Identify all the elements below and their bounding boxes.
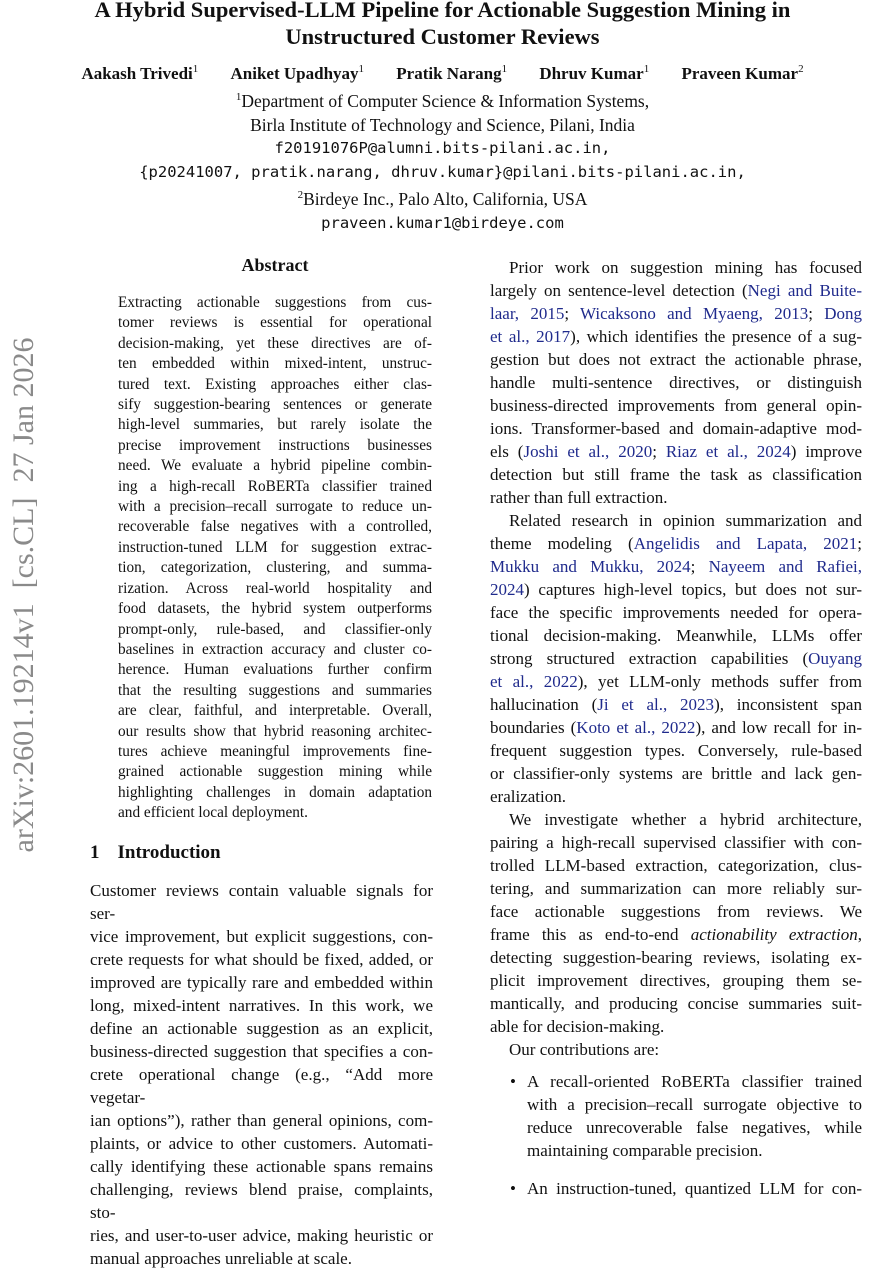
text-line xyxy=(90,1063,433,1109)
author-list xyxy=(0,63,885,84)
citation-link[interactable]: 2024 xyxy=(490,580,524,599)
text-line xyxy=(490,923,862,946)
abstract-body xyxy=(118,293,432,824)
affiliation-dept: Department of Computer Science & Information Systems, xyxy=(241,91,650,111)
text-segment: hallucination ( xyxy=(490,695,598,714)
text-segment: decision-making, yet these directives are of- xyxy=(118,334,432,352)
text-segment: frame this as end-to-end xyxy=(490,925,691,944)
text-segment: highlighting challenges in domain adaptation xyxy=(118,783,432,801)
text-segment: tional decision-making. Meanwhile, LLMs offer xyxy=(490,626,862,645)
text-segment: ing a high-recall RoBERTa classifier trained xyxy=(118,477,432,495)
citation-link[interactable]: Riaz et al., 2024 xyxy=(665,442,791,461)
author-name: Aniket Upadhyay xyxy=(230,64,359,83)
text-line xyxy=(90,1224,433,1247)
text-segment: ; xyxy=(808,304,825,323)
text-segment: challenging, reviews blend praise, complaints, sto- xyxy=(90,1180,433,1222)
text-segment: ) captures high-level topics, but does not sur- xyxy=(524,580,862,599)
text-segment: ions. Transformer-based and domain-adaptive mod- xyxy=(490,419,862,438)
text-line xyxy=(490,325,862,348)
email-line: f20191076P@alumni.bits-pilani.ac.in, xyxy=(274,139,611,157)
text-segment: herence. Human evaluations further confirm xyxy=(118,661,432,679)
text-segment: els ( xyxy=(490,442,524,461)
text-segment: recoverable false negatives with a controlled, xyxy=(118,518,432,536)
citation-link[interactable]: Koto et al., 2022 xyxy=(576,718,696,737)
text-segment: tured text. Existing approaches either clas- xyxy=(118,375,432,393)
text-segment: ) improve xyxy=(790,442,862,461)
text-line xyxy=(490,371,862,394)
author-name: Pratik Narang xyxy=(396,64,502,83)
text-segment: strong structured extraction capabilities ( xyxy=(490,649,809,668)
text-segment: eralization. xyxy=(490,787,566,806)
text-line xyxy=(118,701,432,721)
text-line xyxy=(527,1139,862,1162)
bullet-icon: • xyxy=(510,1072,516,1091)
text-segment: ries, and user-to-user advice, making heuristic or xyxy=(90,1226,433,1245)
text-segment: frequent suggestion types. Conversely, rule-based xyxy=(490,741,862,760)
affiliations xyxy=(0,86,885,235)
text-segment: ), yet LLM-only methods suffer from xyxy=(577,672,862,691)
text-line xyxy=(90,1109,433,1132)
text-line xyxy=(90,1017,433,1040)
text-segment: trolled LLM-based extraction, categorization, clus- xyxy=(490,856,862,875)
text-line xyxy=(90,925,433,948)
author-name: Aakash Trivedi xyxy=(81,64,193,83)
text-line xyxy=(118,456,432,476)
text-line xyxy=(490,394,862,417)
text-line xyxy=(527,1093,862,1116)
affiliation-company: Birdeye Inc., Palo Alto, California, USA xyxy=(303,189,588,209)
text-segment: , xyxy=(857,925,862,944)
text-segment: maintaining comparable precision. xyxy=(527,1141,763,1160)
author xyxy=(539,64,649,83)
text-line xyxy=(90,1040,433,1063)
text-line xyxy=(490,486,862,509)
text-segment: business-directed improvements from general opin- xyxy=(490,396,862,415)
text-segment: ), and low recall for in- xyxy=(695,718,862,737)
text-segment: A recall-oriented RoBERTa classifier trained xyxy=(527,1072,862,1091)
text-segment: reduce unrecoverable false negatives, while xyxy=(527,1118,862,1137)
text-segment: An instruction-tuned, quantized LLM for con- xyxy=(527,1179,862,1198)
text-segment: face the specific improvements needed for opera- xyxy=(490,603,862,622)
text-line xyxy=(118,803,432,823)
text-line xyxy=(490,348,862,371)
text-line xyxy=(490,992,862,1015)
text-line xyxy=(118,762,432,782)
text-segment: Our contributions are: xyxy=(509,1040,660,1059)
text-segment: define an actionable suggestion as an explicit, xyxy=(90,1019,433,1038)
affiliation-1-institution: Birla Institute of Technology and Science, Pilani, India xyxy=(250,114,635,135)
text-line xyxy=(490,440,862,463)
text-line xyxy=(118,497,432,517)
citation-link[interactable]: Ouyang xyxy=(808,649,862,668)
affiliation-mark: 1 xyxy=(643,63,650,75)
affiliation-mark: 2 xyxy=(798,63,804,75)
section-heading-introduction xyxy=(90,842,221,864)
paragraph xyxy=(490,509,862,808)
text-line xyxy=(490,624,862,647)
text-segment: detection but still frame the task as classification xyxy=(490,465,862,484)
text-segment: handle multi-sentence directives, or distinguish xyxy=(490,373,862,392)
email-line: praveen.kumar1@birdeye.com xyxy=(321,213,564,232)
paragraph xyxy=(90,879,433,1270)
text-line xyxy=(118,599,432,619)
text-line xyxy=(490,417,862,440)
author xyxy=(231,64,365,83)
citation-link[interactable]: Dong xyxy=(824,304,862,323)
paragraph xyxy=(490,256,862,509)
text-segment: tion, categorization, clustering, and summa- xyxy=(118,559,432,577)
abstract-heading: Abstract xyxy=(241,255,309,275)
text-line xyxy=(490,716,862,739)
text-line xyxy=(118,620,432,640)
text-segment: Prior work on suggestion mining has focused xyxy=(509,258,862,277)
text-segment: tures achieve meaningful improvements fine- xyxy=(118,742,432,760)
affiliation-2 xyxy=(0,184,885,212)
email-line: {p20241007, pratik.narang, dhruv.kumar}@pilani.bits-pilani.ac.in, xyxy=(139,162,746,181)
text-segment: with a precision–recall surrogate to reduce un- xyxy=(118,498,432,516)
text-line xyxy=(490,532,862,555)
text-line xyxy=(118,783,432,803)
text-line xyxy=(527,1070,862,1093)
text-line xyxy=(118,395,432,415)
citation-link[interactable]: Nayeem and Rafiei, xyxy=(708,557,862,576)
author-name: Dhruv Kumar xyxy=(539,64,644,83)
text-line xyxy=(490,463,862,486)
citation-link[interactable]: Ji et al., 2023 xyxy=(597,695,715,714)
text-line xyxy=(490,670,862,693)
text-line xyxy=(490,555,862,578)
text-segment: that the resulting suggestions and summaries xyxy=(118,681,432,699)
text-line xyxy=(118,375,432,395)
text-line xyxy=(90,1155,433,1178)
contribution-list xyxy=(490,1070,862,1200)
text-segment: detecting suggestion-bearing reviews, isolating ex- xyxy=(490,948,862,967)
text-line xyxy=(118,660,432,680)
text-segment: long, mixed-intent narratives. In this work, we xyxy=(90,996,433,1015)
text-segment: high-level summaries, but rarely isolate the xyxy=(118,416,432,434)
text-segment: crete requests for what should be fixed, added, or xyxy=(90,950,433,969)
introduction-body xyxy=(90,879,433,1270)
text-segment: precise improvement instructions businesses xyxy=(118,436,432,454)
author xyxy=(396,64,507,83)
text-line xyxy=(490,946,862,969)
text-line xyxy=(490,831,862,854)
text-segment: ian options”), rather than general opinions, com- xyxy=(90,1111,433,1130)
text-line xyxy=(490,762,862,785)
citation-link[interactable]: Negi and Buite- xyxy=(747,281,862,300)
text-segment: ; xyxy=(857,534,862,553)
text-line xyxy=(118,334,432,354)
citation-link[interactable]: et al., 2017 xyxy=(490,327,571,346)
text-line xyxy=(90,1132,433,1155)
text-segment: boundaries ( xyxy=(490,718,577,737)
text-line xyxy=(527,1177,862,1200)
text-segment: sify suggestion-bearing sentences or generate xyxy=(118,396,432,414)
text-segment: need. We evaluate a hybrid pipeline combin- xyxy=(118,457,432,475)
citation-link[interactable]: et al., 2022 xyxy=(490,672,578,691)
author xyxy=(681,64,803,83)
paper-title xyxy=(0,0,885,50)
text-line xyxy=(90,971,433,994)
author xyxy=(81,64,198,83)
section-number: 1 xyxy=(90,842,100,863)
text-line xyxy=(490,578,862,601)
text-segment: crete operational change (e.g., “Add more vegetar- xyxy=(90,1065,433,1107)
text-line xyxy=(490,279,862,302)
text-line xyxy=(490,808,862,831)
text-line xyxy=(490,647,862,670)
text-line xyxy=(490,601,862,624)
text-segment: instruction-tuned LLM for suggestion extrac- xyxy=(118,538,432,556)
affiliation-mark: 1 xyxy=(501,63,508,75)
affiliation-mark: 2 xyxy=(297,189,304,201)
text-line xyxy=(118,415,432,435)
text-segment: plaints, or advice to other customers. Automati- xyxy=(90,1134,433,1153)
text-line xyxy=(118,517,432,537)
text-segment: vice improvement, but explicit suggestions, con- xyxy=(90,927,433,946)
text-segment: pairing a high-recall supervised classifier with con- xyxy=(490,833,862,852)
text-line xyxy=(490,854,862,877)
text-line xyxy=(118,293,432,313)
text-segment: with a precision–recall surrogate objective to xyxy=(527,1095,862,1114)
citation-link[interactable]: Angelidis and Lapata, 2021 xyxy=(633,534,858,553)
contribution-item xyxy=(490,1070,862,1162)
text-segment: Customer reviews contain valuable signals for ser- xyxy=(90,881,433,923)
text-segment: and efficient local deployment. xyxy=(118,804,309,822)
text-line xyxy=(490,256,862,279)
bullet-icon: • xyxy=(510,1179,516,1198)
text-line xyxy=(527,1116,862,1139)
paragraph xyxy=(490,1038,862,1061)
text-line xyxy=(118,354,432,374)
text-line xyxy=(490,1038,862,1061)
right-column-paragraphs xyxy=(490,256,862,1061)
text-segment: ; xyxy=(652,442,666,461)
text-line xyxy=(118,538,432,558)
text-line xyxy=(490,785,862,808)
text-segment: ), inconsistent span xyxy=(714,695,862,714)
text-segment: food datasets, the hybrid system outperforms xyxy=(118,600,432,618)
text-segment: ; xyxy=(690,557,709,576)
text-segment: cally identifying these actionable spans remains xyxy=(90,1157,433,1176)
text-segment: prompt-only, rule-based, and classifier-only xyxy=(118,620,432,638)
text-line xyxy=(490,693,862,716)
text-line xyxy=(118,640,432,660)
text-segment: ; xyxy=(564,304,581,323)
section-title: Introduction xyxy=(117,842,221,863)
text-segment: grained actionable suggestion mining while xyxy=(118,763,432,781)
text-line xyxy=(490,739,862,762)
text-segment: or classifier-only systems are brittle and lack gen- xyxy=(490,764,862,783)
text-segment: largely on sentence-level detection ( xyxy=(490,281,748,300)
text-segment: We investigate whether a hybrid architecture, xyxy=(509,810,862,829)
text-line xyxy=(90,948,433,971)
text-line xyxy=(490,509,862,532)
paragraph xyxy=(490,808,862,1038)
text-line xyxy=(490,969,862,992)
text-line xyxy=(490,900,862,923)
text-segment: ), which identifies the presence of a sug- xyxy=(570,327,862,346)
citation-link[interactable]: laar, 2015 xyxy=(490,304,565,323)
text-line xyxy=(118,722,432,742)
title-line-1: A Hybrid Supervised-LLM Pipeline for Actionable Suggestion Mining in xyxy=(94,0,791,22)
text-line xyxy=(118,742,432,762)
text-segment: rization. Across real-world hospitality and xyxy=(118,579,432,597)
text-segment: plicit improvement directives, grouping them se- xyxy=(490,971,862,990)
text-segment: gestion but does not extract the actionable phrase, xyxy=(490,350,862,369)
affiliation-mark: 1 xyxy=(192,63,199,75)
title-line-2: Unstructured Customer Reviews xyxy=(285,24,600,49)
text-segment: tering, and summarization can more reliably sur- xyxy=(490,879,862,898)
text-segment: mantically, and producing concise summaries suit- xyxy=(490,994,862,1013)
text-segment: Extracting actionable suggestions from cus- xyxy=(118,294,432,311)
author-name: Praveen Kumar xyxy=(681,64,799,83)
text-segment: improved are typically rare and embedded within xyxy=(90,973,433,992)
text-segment: Related research in opinion summarization and xyxy=(509,511,862,530)
text-segment: ten embedded within mixed-intent, unstruc- xyxy=(118,355,432,373)
citation-link[interactable]: Joshi et al., 2020 xyxy=(523,442,653,461)
right-column-body xyxy=(490,256,862,1200)
text-segment: manual approaches unreliable at scale. xyxy=(90,1249,352,1268)
text-segment: theme modeling ( xyxy=(490,534,634,553)
text-segment: business-directed suggestion that specifies a con- xyxy=(90,1042,433,1061)
text-segment: our results show that hybrid reasoning architec- xyxy=(118,722,432,740)
affiliation-mark: 1 xyxy=(358,63,365,75)
contribution-item xyxy=(490,1177,862,1200)
paragraph xyxy=(118,293,432,824)
citation-link[interactable]: Mukku and Mukku, 2024 xyxy=(490,557,691,576)
text-line xyxy=(90,1247,433,1270)
text-line xyxy=(118,558,432,578)
emphasis-text: actionability extraction xyxy=(690,925,858,944)
text-line xyxy=(490,1015,862,1038)
text-line xyxy=(90,879,433,925)
text-line xyxy=(90,994,433,1017)
arxiv-identifier-sidebar: arXiv:2601.19214v1 [cs.CL] 27 Jan 2026 xyxy=(7,337,40,853)
affiliation-1 xyxy=(0,86,885,114)
text-segment: able for decision-making. xyxy=(490,1017,665,1036)
text-line xyxy=(118,436,432,456)
text-line xyxy=(90,1178,433,1224)
text-line xyxy=(118,313,432,333)
affiliation-mark: 1 xyxy=(235,91,242,103)
text-segment: face actionable suggestions from reviews. We xyxy=(490,902,862,921)
text-segment: are clear, faithful, and interpretable. Overall, xyxy=(118,702,432,720)
text-line xyxy=(118,681,432,701)
text-segment: rather than full extraction. xyxy=(490,488,668,507)
text-line xyxy=(118,579,432,599)
citation-link[interactable]: Wicaksono and Myaeng, 2013 xyxy=(580,304,809,323)
text-line xyxy=(490,302,862,325)
text-segment: baselines in extraction accuracy and cluster co- xyxy=(118,640,432,658)
text-segment: tomer reviews is essential for operational xyxy=(118,314,432,332)
text-line xyxy=(118,477,432,497)
text-line xyxy=(490,877,862,900)
